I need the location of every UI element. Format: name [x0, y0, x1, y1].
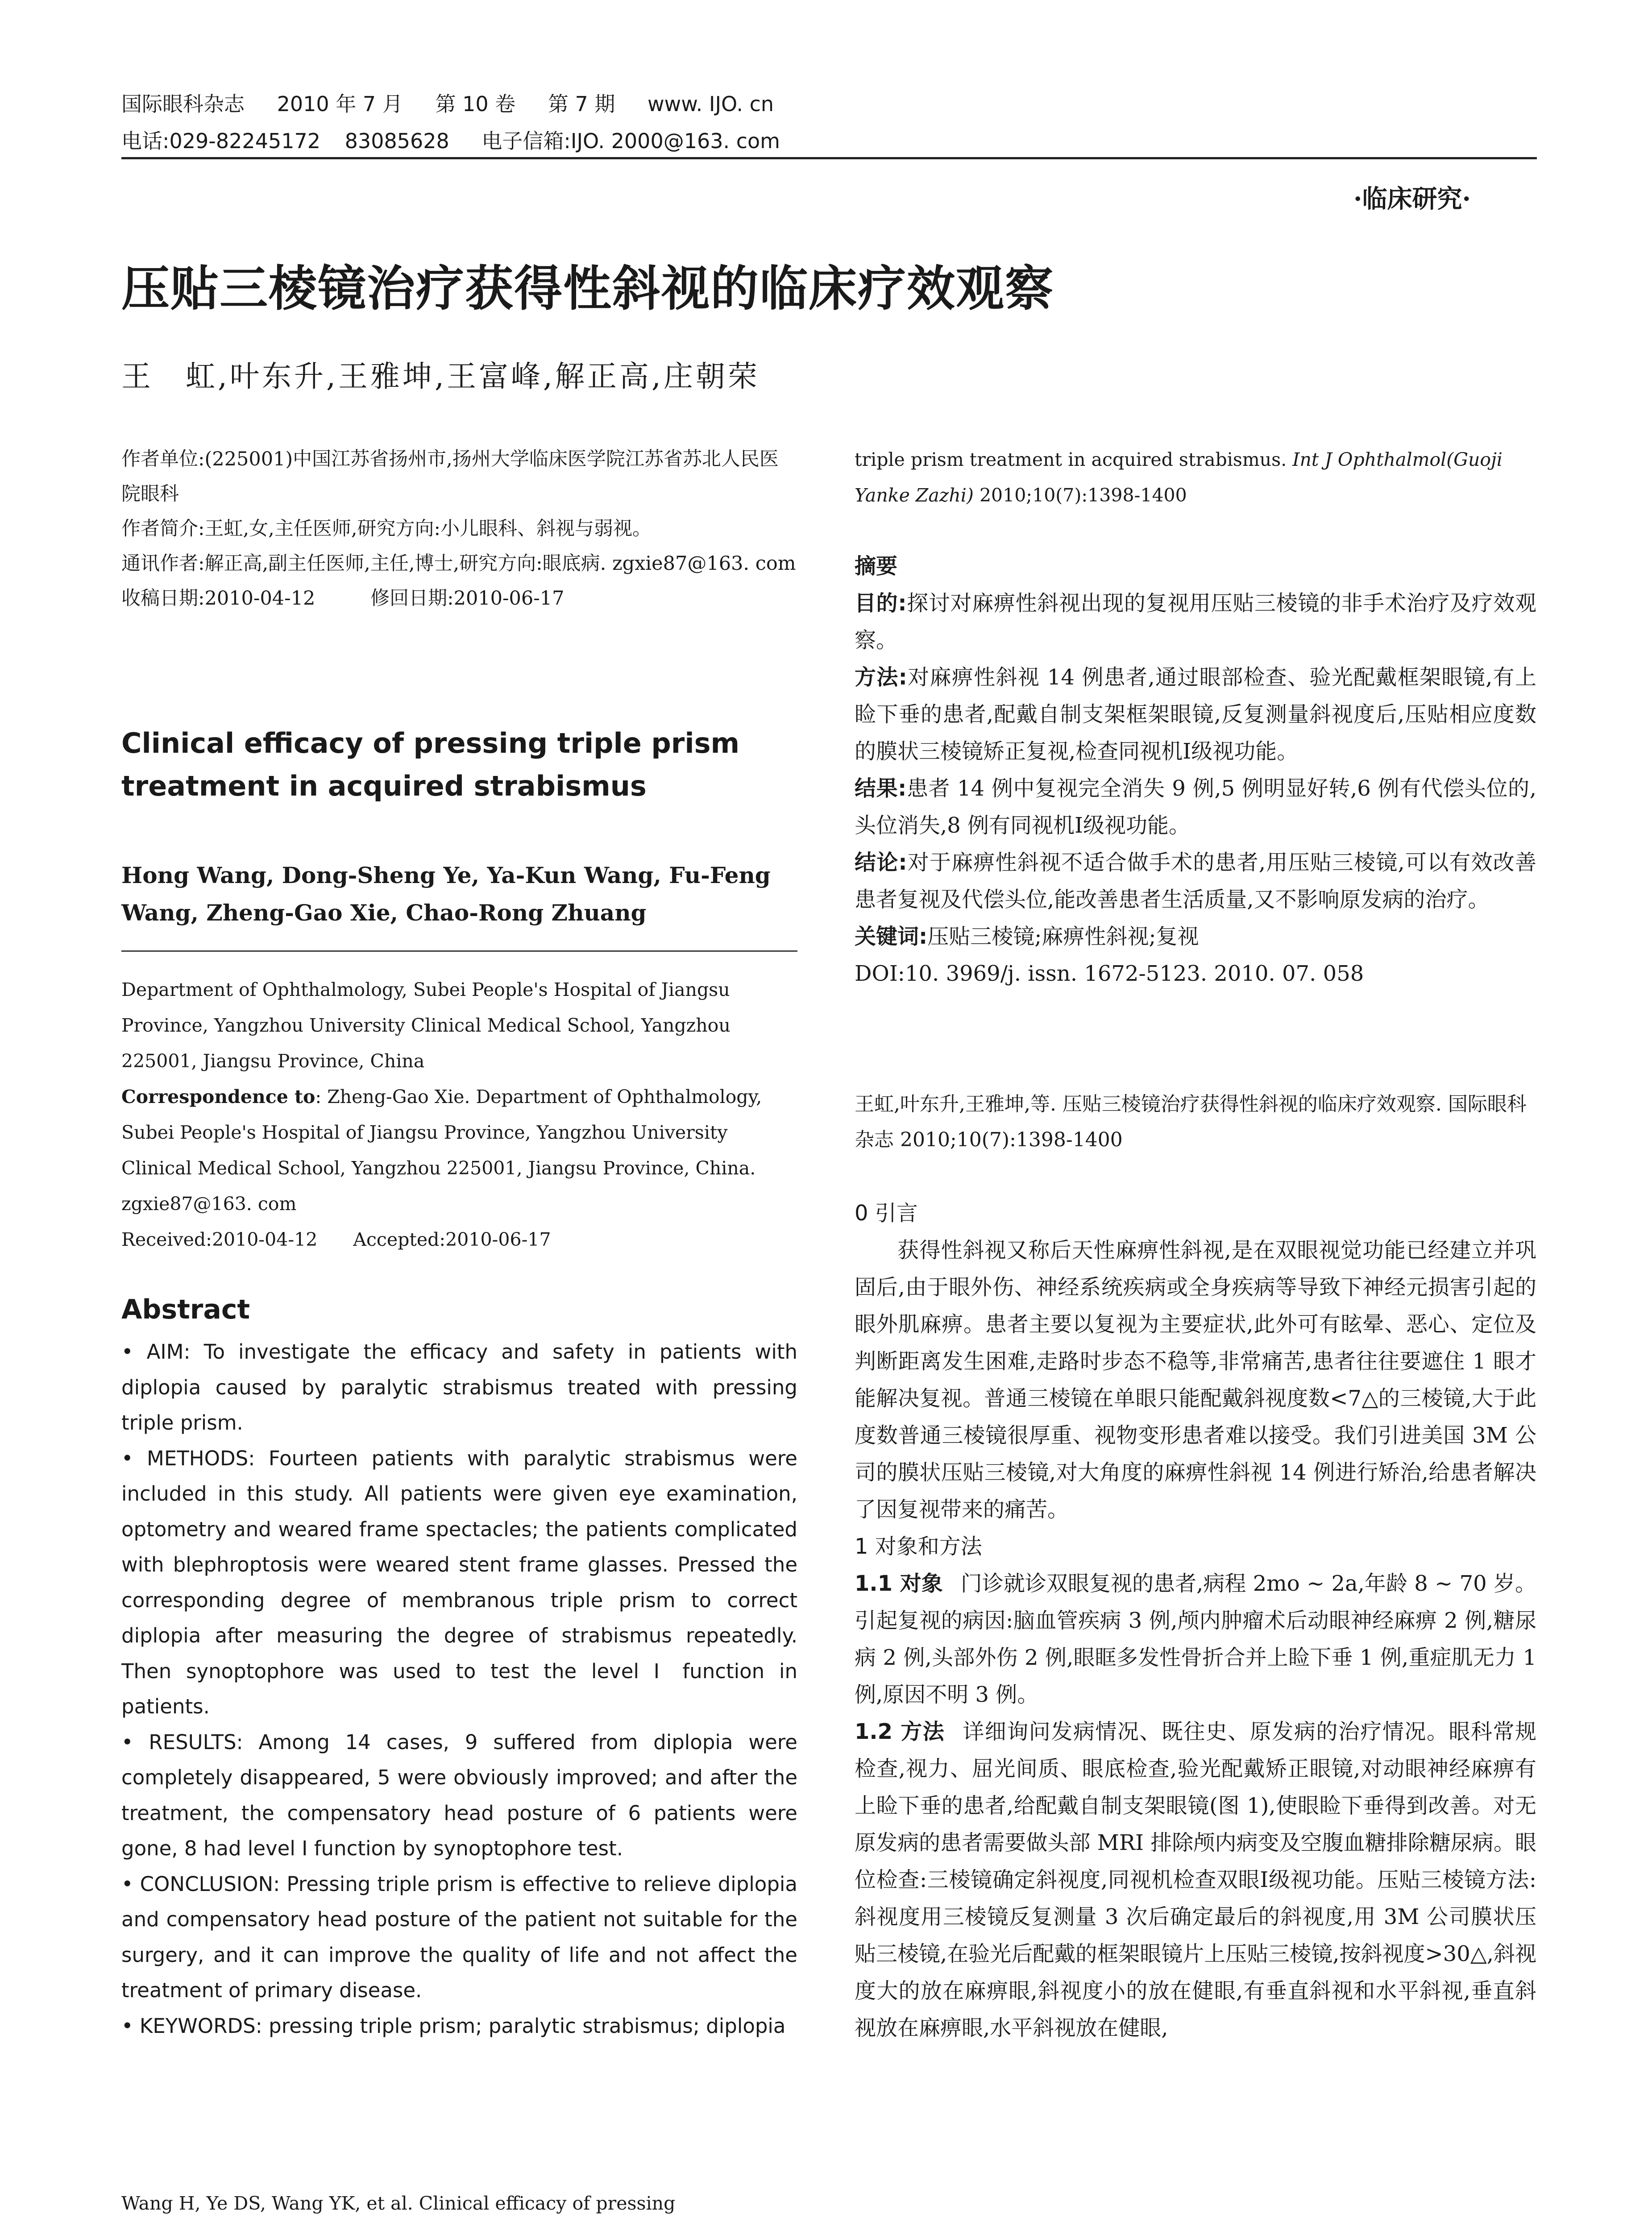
correspondence-label: Correspondence to	[121, 1086, 315, 1107]
running-header-line1	[121, 91, 800, 116]
doi[interactable]: DOI:10. 3969/j. issn. 1672-5123. 2010. 07. 058	[855, 961, 1364, 986]
author-meta-cn	[121, 442, 797, 616]
header-rule	[121, 157, 1537, 159]
affiliation-en: Department of Ophthalmology, Subei People's Hospital of Jiangsu Province, Yangzhou University Clinical Medical School, Yangzhou 225001, Jiangsu Province, China	[121, 979, 731, 1072]
abstract-methods: • METHODS: Fourteen patients with paralytic strabismus were included in this study. All patients were given eye examination, optometry and weared frame spectacles; the patients complicated with blephroptosis were weared stent frame glasses. Pressed the corresponding degree of membranous triple prism to correct diplopia after measuring the degree of strabismus repeatedly. Then synoptophore was used to test the level Ⅰ function in patients.	[121, 1446, 797, 1718]
author-bio-cn: 作者简介:王虹,女,主任医师,研究方向:小儿眼科、斜视与弱视。	[121, 518, 652, 540]
authors-cn: 王 虹,叶东升,王雅坤,王富峰,解正高,庄朝荣	[121, 359, 760, 394]
abstract-results: • RESULTS: Among 14 cases, 9 suffered from diplopia were completely disappeared, 5 were obviously improved; and after the treatment, the compensatory head posture of 6 patients were gone, 8 had level Ⅰ function by synoptophore test.	[121, 1730, 797, 1860]
authors-rule	[121, 950, 797, 952]
abstract-cn-methods-label: 方法:	[855, 665, 907, 690]
abstract-cn-aim-text: 探讨对麻痹性斜视出现的复视用压贴三棱镜的非手术治疗及疗效观察。	[855, 591, 1536, 653]
affiliation-block-en	[121, 972, 797, 1257]
received-date-cn: 收稿日期:2010-04-12	[121, 587, 315, 610]
citation-en-journal: Int J Ophthalmol(Guoji Yanke Zazhi)	[855, 449, 1503, 506]
body-text	[855, 1195, 1536, 2047]
abstract-cn-methods-text: 对麻痹性斜视 14 例患者,通过眼部检查、验光配戴框架眼镜,有上睑下垂的患者,配戴自制支架框架眼镜,反复测量斜视度后,压贴相应度数的膜状三棱镜矫正复视,检查同视机Ⅰ级视功能。	[855, 665, 1536, 764]
dates-en	[121, 1222, 797, 1257]
abstract-cn-conclusion-label: 结论:	[855, 850, 907, 875]
abstract-keywords: • KEYWORDS: pressing triple prism; paralytic strabismus; diplopia	[121, 2014, 786, 2038]
abstract-heading-cn: 摘要	[855, 554, 898, 579]
volume: 第 10 卷	[435, 92, 516, 116]
abstract-cn-keywords-text: 压贴三棱镜;麻痹性斜视;复视	[927, 924, 1199, 949]
revised-date-cn: 修回日期:2010-06-17	[370, 587, 565, 610]
abstract-cn-aim-label: 目的:	[855, 591, 907, 616]
abstract-cn-aim	[855, 585, 1536, 659]
intro-paragraph: 获得性斜视又称后天性麻痹性斜视,是在双眼视觉功能已经建立并巩固后,由于眼外伤、神经系统疾病或全身疾病等导致下神经元损害引起的眼外肌麻痹。患者主要以复视为主要症状,此外可有眩晕、恶心、定位及判断距离发生困难,走路时步态不稳等,非常痛苦,患者往往要遮住 1 眼才能解决复视。普通三棱镜在单眼只能配戴斜视度数<7△的三棱镜,大于此度数普通三棱镜很厚重、视物变形患者难以接受。我们引进美国 3M 公司的膜状压贴三棱镜,对大角度的麻痹性斜视 14 例进行矫治,给患者解决了因复视带来的痛苦。	[855, 1238, 1536, 1522]
website-link[interactable]: www. IJO. cn	[648, 92, 774, 116]
issue-number: 第 7 期	[548, 92, 615, 116]
abstract-cn-conclusion-text: 对于麻痹性斜视不适合做手术的患者,用压贴三棱镜,可以有效改善患者复视及代偿头位,能改善患者生活质量,又不影响原发病的治疗。	[855, 850, 1536, 912]
authors-en: Hong Wang, Dong-Sheng Ye, Ya-Kun Wang, Fu-Feng Wang, Zheng-Gao Xie, Chao-Rong Zhuang	[121, 862, 771, 926]
correspondence-text: : Zheng-Gao Xie. Department of Ophthalmology, Subei People's Hospital of Jiangsu Province, Yangzhou University Clinical Medical School, Yangzhou 225001, Jiangsu Province, China. zgxie87@163. com	[121, 1086, 762, 1215]
citation-en-title: triple prism treatment in acquired strabismus.	[855, 449, 1287, 470]
abstract-cn-results-text: 患者 14 例中复视完全消失 9 例,5 例明显好转,6 例有代偿头位的,头位消失,8 例有同视机Ⅰ级视功能。	[855, 776, 1536, 838]
section12-text: 详细询问发病情况、既往史、原发病的治疗情况。眼科常规检查,视力、屈光间质、眼底检查,验光配戴矫正眼镜,对动眼神经麻痹有上睑下垂的患者,给配戴自制支架眼镜(图 1),使眼睑下垂得到改善。对无原发病的患者需要做头部 MRI 排除颅内病变及空腹血糖排除糖尿病。眼位检查:三棱镜确定斜视度,同视机检查双眼Ⅰ级视功能。压贴三棱镜方法:斜视度用三棱镜反复测量 3 次后确定最后的斜视度,用 3M 公司膜状压贴三棱镜,在验光后配戴的框架眼镜片上压贴三棱镜,按斜视度>30△,斜视度大的放在麻痹眼,斜视度小的放在健眼,有垂直斜视和水平斜视,垂直斜视放在麻痹眼,水平斜视放在健眼,	[855, 1719, 1536, 2040]
journal-name: 国际眼科杂志	[121, 92, 245, 116]
section1-heading: 1 对象和方法	[855, 1534, 982, 1559]
intro-heading: 0 引言	[855, 1201, 918, 1226]
affiliation-cn: 作者单位:(225001)中国江苏省扬州市,扬州大学临床医学院江苏省苏北人民医院眼科	[121, 448, 779, 505]
section11-text: 门诊就诊双眼复视的患者,病程 2mo ~ 2a,年龄 8 ~ 70 岁。引起复视的病因:脑血管疾病 3 例,颅内肿瘤术后动眼神经麻痹 2 例,糖尿病 2 例,头部外伤 2 例,眼眶多发性骨折合并上睑下垂 1 例,重症肌无力 1 例,原因不明 3 例。	[855, 1571, 1536, 1707]
abstract-heading-en: Abstract	[121, 1294, 250, 1325]
abstract-conclusion: • CONCLUSION: Pressing triple prism is effective to relieve diplopia and compensatory head posture of the patient not suitable for the surgery, and it can improve the quality of life and not affect the treatment of primary disease.	[121, 1872, 797, 2002]
abstract-cn-keywords-label: 关键词:	[855, 924, 928, 949]
article-title-en: Clinical efficacy of pressing triple prism treatment in acquired strabismus	[121, 727, 740, 802]
citation-en-start: Wang H, Ye DS, Wang YK, et al. Clinical efficacy of pressing	[121, 2193, 676, 2214]
section11-paragraph	[855, 1565, 1536, 1713]
citation-cn: 王虹,叶东升,王雅坤,等. 压贴三棱镜治疗获得性斜视的临床疗效观察. 国际眼科杂志 2010;10(7):1398-1400	[855, 1093, 1527, 1151]
section-tag: ·临床研究·	[1353, 184, 1471, 214]
abstract-cn-methods	[855, 659, 1536, 770]
corresponding-author-cn: 通讯作者:解正高,副主任医师,主任,博士,研究方向:眼底病. zgxie87@163. com	[121, 552, 796, 575]
abstract-cn-conclusion	[855, 844, 1536, 918]
phone2: 83085628	[345, 129, 449, 153]
abstract-aim: • AIM: To investigate the efficacy and safety in patients with diplopia caused by paralytic strabismus treated with pressing triple prism.	[121, 1340, 797, 1435]
email-link[interactable]: 电子信箱:IJO. 2000@163. com	[481, 129, 780, 153]
section11-label: 1.1 对象	[855, 1571, 943, 1596]
abstract-cn-results-label: 结果:	[855, 776, 907, 801]
section12-label: 1.2 方法	[855, 1719, 945, 1744]
received-date-en: Received:2010-04-12	[121, 1229, 318, 1250]
dates-cn	[121, 581, 797, 616]
abstract-body-en	[121, 1334, 797, 2044]
citation-en-cont	[855, 442, 1536, 513]
section12-paragraph	[855, 1713, 1536, 2047]
phone: 电话:029-82245172	[121, 129, 321, 153]
abstract-cn	[855, 548, 1536, 992]
issue-date: 2010 年 7 月	[277, 92, 403, 116]
correspondence-en	[121, 1079, 797, 1222]
accepted-date-en: Accepted:2010-06-17	[353, 1229, 551, 1250]
abstract-cn-results	[855, 770, 1536, 844]
running-header-line2	[121, 129, 806, 153]
article-title-cn: 压贴三棱镜治疗获得性斜视的临床疗效观察	[121, 261, 1054, 317]
citation-en-tail: 2010;10(7):1398-1400	[979, 485, 1187, 506]
abstract-cn-keywords	[855, 918, 1536, 955]
